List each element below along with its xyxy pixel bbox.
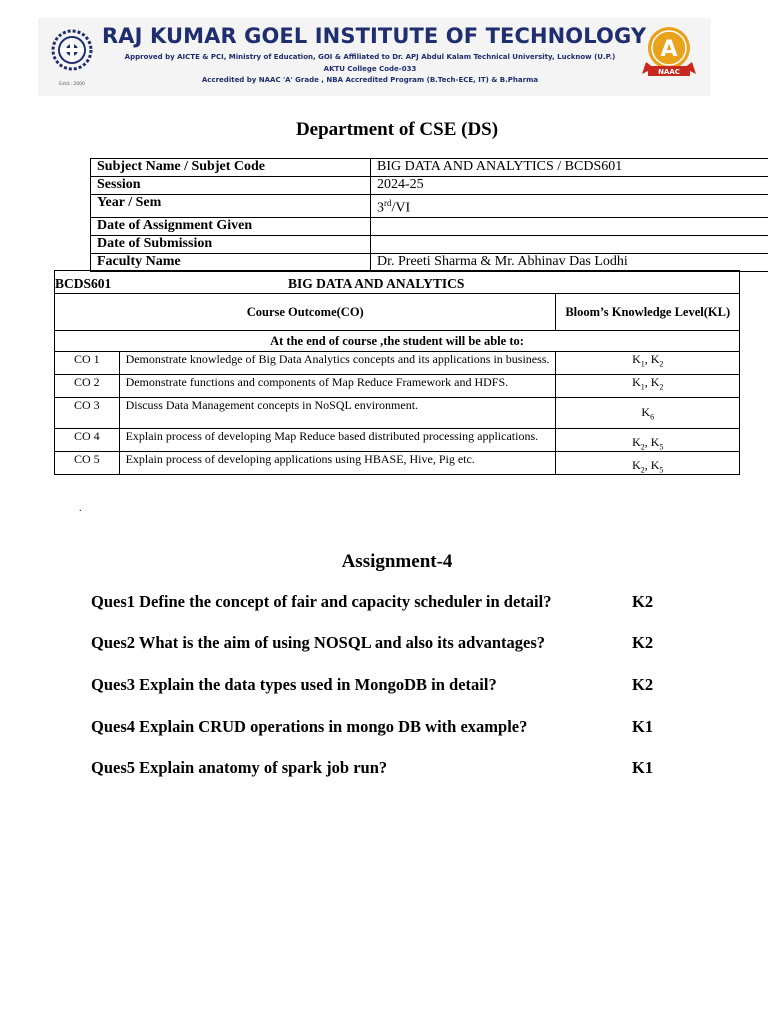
question-4-level: K1 — [632, 717, 654, 736]
institute-name: RAJ KUMAR GOEL INSTITUTE OF TECHNOLOGY — [102, 24, 647, 48]
info-value: 2024-25 — [371, 177, 768, 195]
table-row — [55, 271, 740, 294]
subject-info-table — [90, 158, 768, 272]
co-text: Explain process of developing Map Reduce based distributed processing applications. — [119, 429, 556, 452]
table-row — [91, 235, 768, 253]
question-2: Ques2 What is the aim of using NOSQL and also its advantages? — [91, 633, 545, 652]
assignment-title: Assignment-4 — [341, 551, 453, 572]
info-label: Session — [91, 177, 371, 195]
header-banner — [38, 18, 711, 96]
co-text: Discuss Data Management concepts in NoSQL environment. — [119, 398, 556, 429]
info-label: Date of Submission — [91, 235, 371, 253]
table-row — [91, 195, 768, 218]
course-outcome-table — [54, 270, 740, 475]
naac-badge-icon — [642, 22, 696, 84]
co-level: $K_1$, $K_2$ — [556, 352, 740, 375]
table-row — [55, 331, 740, 352]
table-row — [91, 177, 768, 195]
co-level: $K_2$, $K_5$ — [556, 452, 740, 475]
bloom-header: Bloom’s Knowledge Level(KL) — [556, 294, 740, 331]
naac-label: NAAC — [658, 68, 680, 76]
approval-line: Approved by AICTE & PCI, Ministry of Education, GOI & Affiliated to Dr. APJ Abdul Kalam Technical University, Lucknow (U.P.) — [124, 53, 616, 61]
co-text: Explain process of developing applications using HBASE, Hive, Pig etc. — [119, 452, 556, 475]
co-level: $K_1$, $K_2$ — [556, 375, 740, 398]
institute-logo-icon — [50, 24, 94, 84]
year-suffix: rd — [384, 198, 392, 208]
co-id: CO 5 — [55, 452, 120, 475]
naac-letter: A — [660, 37, 678, 62]
co-id: CO 2 — [55, 375, 120, 398]
semester: /VI — [391, 200, 411, 216]
co-id: CO 4 — [55, 429, 120, 452]
subject-code: BCDS601 — [55, 276, 112, 291]
co-level: $K_2$, $K_5$ — [556, 429, 740, 452]
info-label: Year / Sem — [91, 195, 371, 218]
info-value: BIG DATA AND ANALYTICS / BCDS601 — [371, 159, 768, 177]
info-label: Date of Assignment Given — [91, 217, 371, 235]
info-value — [371, 235, 768, 253]
co-intro: At the end of course ,the student will be able to: — [55, 331, 740, 352]
table-row — [91, 217, 768, 235]
subject-title: BIG DATA AND ANALYTICS — [288, 276, 465, 291]
info-value — [371, 195, 768, 218]
question-4: Ques4 Explain CRUD operations in mongo DB with example? — [91, 717, 528, 736]
co-text: Demonstrate knowledge of Big Data Analytics concepts and its applications in business. — [119, 352, 556, 375]
question-2-level: K2 — [632, 633, 654, 652]
accreditation-line: Accredited by NAAC 'A' Grade , NBA Accredited Program (B.Tech-ECE, IT) & B.Pharma — [201, 76, 539, 84]
info-label: Subject Name / Subjet Code — [91, 159, 371, 177]
question-1-level: K2 — [632, 592, 654, 611]
question-5-level: K1 — [632, 758, 654, 777]
question-3: Ques3 Explain the data types used in MongoDB in detail? — [91, 675, 497, 694]
question-3-level: K2 — [632, 675, 654, 694]
question-1: Ques1 Define the concept of fair and capacity scheduler in detail? — [91, 592, 552, 611]
table-row — [91, 253, 768, 271]
co-id: CO 1 — [55, 352, 120, 375]
info-label: Faculty Name — [91, 253, 371, 271]
department-heading: Department of CSE (DS) — [295, 119, 499, 140]
table-row — [55, 452, 740, 475]
co-id: CO 3 — [55, 398, 120, 429]
co-text: Demonstrate functions and components of Map Reduce Framework and HDFS. — [119, 375, 556, 398]
college-code: AKTU College Code-033 — [323, 65, 417, 73]
co-header: Course Outcome(CO) — [55, 294, 556, 331]
table-row — [55, 375, 740, 398]
table-row — [55, 294, 740, 331]
question-5: Ques5 Explain anatomy of spark job run? — [91, 758, 388, 777]
logo-caption: Estd.: 2000 — [59, 82, 85, 87]
table-row — [55, 398, 740, 429]
co-level: $K_6$ — [556, 398, 740, 429]
info-value: Dr. Preeti Sharma & Mr. Abhinav Das Lodhi — [371, 253, 768, 271]
table-row — [55, 352, 740, 375]
stray-mark: . — [79, 503, 82, 514]
table-row — [55, 429, 740, 452]
table-row — [91, 159, 768, 177]
info-value — [371, 217, 768, 235]
year-number: 3 — [377, 200, 384, 216]
